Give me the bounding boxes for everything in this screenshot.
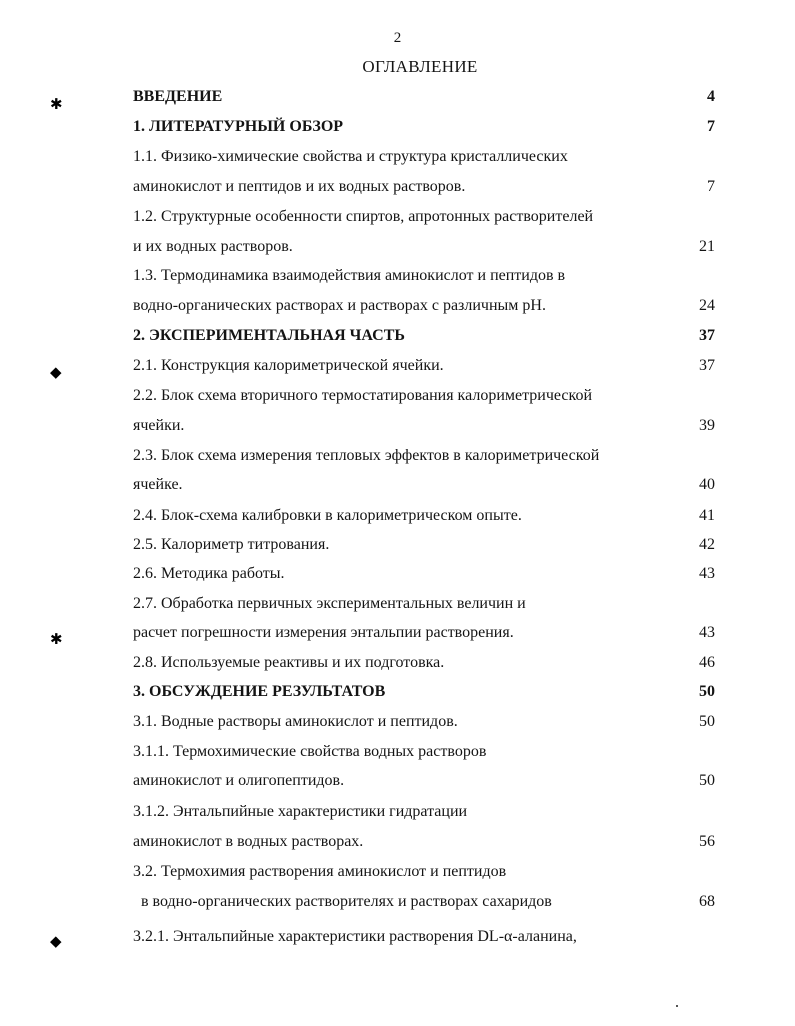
toc-entry-text: в водно-органических растворителях и растворах сахаридов bbox=[141, 893, 552, 910]
toc-entry-text: 2. ЭКСПЕРИМЕНТАЛЬНАЯ ЧАСТЬ bbox=[133, 327, 405, 344]
toc-entry-text: 1.1. Физико-химические свойства и структура кристаллических bbox=[133, 148, 568, 165]
toc-entry-page: 43 bbox=[699, 624, 715, 641]
toc-entry bbox=[0, 175, 795, 199]
page-number: 2 bbox=[393, 30, 402, 46]
toc-entry-text: 3.1.1. Термохимические свойства водных растворов bbox=[133, 743, 487, 760]
toc-entry bbox=[0, 533, 795, 557]
toc-entry bbox=[0, 354, 795, 378]
toc-entry-page: 68 bbox=[699, 893, 715, 910]
toc-entry-page: 7 bbox=[707, 178, 715, 195]
toc-entry bbox=[0, 890, 795, 914]
toc-entry bbox=[0, 740, 795, 764]
margin-mark-3: ✱ bbox=[50, 632, 63, 648]
toc-entry bbox=[0, 800, 795, 824]
toc-entry bbox=[0, 324, 795, 348]
toc-entry-text: и их водных растворов. bbox=[133, 238, 293, 255]
toc-entry-text: 2.8. Используемые реактивы и их подготовка. bbox=[133, 654, 445, 671]
toc-entry-page: 46 bbox=[699, 654, 715, 671]
toc-entry-page: 37 bbox=[699, 357, 715, 374]
toc-entry-page: 56 bbox=[699, 833, 715, 850]
toc-entry-text: аминокислот и пептидов и их водных растворов. bbox=[133, 178, 466, 195]
toc-entry-text: 1.3. Термодинамика взаимодействия аминокислот и пептидов в bbox=[133, 267, 566, 284]
toc-entry bbox=[0, 264, 795, 288]
toc-entry-text: 3.2. Термохимия растворения аминокислот и пептидов bbox=[133, 863, 507, 880]
toc-entry-text: аминокислот и олигопептидов. bbox=[133, 772, 345, 789]
toc-entry-text: расчет погрешности измерения энтальпии растворения. bbox=[133, 624, 514, 641]
toc-entry bbox=[0, 235, 795, 259]
toc-entry bbox=[0, 830, 795, 854]
toc-entry bbox=[0, 85, 795, 109]
toc-entry bbox=[0, 473, 795, 497]
toc-entry-text: ВВЕДЕНИЕ bbox=[133, 88, 223, 105]
toc-entry-text: 2.2. Блок схема вторичного термостатирования калориметрической bbox=[133, 387, 593, 404]
toc-entry-page: 50 bbox=[699, 683, 715, 700]
toc-entry bbox=[0, 145, 795, 169]
toc-entry bbox=[0, 710, 795, 734]
toc-entry-text: 2.7. Обработка первичных экспериментальных величин и bbox=[133, 595, 526, 612]
margin-mark-4: ◆ bbox=[50, 934, 62, 950]
toc-entry-page: 7 bbox=[707, 118, 715, 135]
toc-entry bbox=[0, 651, 795, 675]
scan-speck bbox=[676, 1005, 678, 1007]
toc-entry-page: 43 bbox=[699, 565, 715, 582]
toc-entry-page: 50 bbox=[699, 772, 715, 789]
margin-mark-2: ◆ bbox=[50, 365, 62, 381]
toc-entry-text: 2.4. Блок-схема калибровки в калориметрическом опыте. bbox=[133, 507, 522, 524]
toc-entry bbox=[0, 860, 795, 884]
toc-entry-page: 39 bbox=[699, 417, 715, 434]
toc-entry bbox=[0, 414, 795, 438]
toc-entry-text: ячейке. bbox=[133, 476, 183, 493]
toc-entry-page: 50 bbox=[699, 713, 715, 730]
toc-entry-text: 3.1.2. Энтальпийные характеристики гидратации bbox=[133, 803, 468, 820]
toc-entry-page: 24 bbox=[699, 297, 715, 314]
toc-entry-page: 42 bbox=[699, 536, 715, 553]
toc-entry bbox=[0, 562, 795, 586]
toc-entry bbox=[0, 621, 795, 645]
toc-entry-text: 3. ОБСУЖДЕНИЕ РЕЗУЛЬТАТОВ bbox=[133, 683, 386, 700]
toc-entry bbox=[0, 504, 795, 528]
toc-entry-page: 41 bbox=[699, 507, 715, 524]
toc-entry-page: 4 bbox=[707, 88, 715, 105]
toc-entry-text: 3.1. Водные растворы аминокислот и пептидов. bbox=[133, 713, 458, 730]
toc-entry-text: 3.2.1. Энтальпийные характеристики растворения DL-α-аланина, bbox=[133, 928, 577, 945]
toc-entry-text: 2.6. Методика работы. bbox=[133, 565, 285, 582]
toc-entry-page: 40 bbox=[699, 476, 715, 493]
toc-entry bbox=[0, 205, 795, 229]
toc-entry bbox=[0, 384, 795, 408]
toc-entry-text: водно-органических растворах и растворах с различным pH. bbox=[133, 297, 546, 314]
toc-entry bbox=[0, 925, 795, 949]
toc-entry bbox=[0, 294, 795, 318]
toc-entry-page: 21 bbox=[699, 238, 715, 255]
toc-entry-text: 2.3. Блок схема измерения тепловых эффектов в калориметрической bbox=[133, 447, 600, 464]
toc-entry-text: ячейки. bbox=[133, 417, 185, 434]
toc-entry bbox=[0, 115, 795, 139]
toc-entry-text: 2.5. Калориметр титрования. bbox=[133, 536, 330, 553]
toc-entry bbox=[0, 444, 795, 468]
toc-entry-page: 37 bbox=[699, 327, 715, 344]
toc-entry-text: 1. ЛИТЕРАТУРНЫЙ ОБЗОР bbox=[133, 118, 344, 135]
toc-entry bbox=[0, 769, 795, 793]
toc-entry-text: 1.2. Структурные особенности спиртов, апротонных растворителей bbox=[133, 208, 594, 225]
toc-title: ОГЛАВЛЕНИЕ bbox=[362, 57, 478, 76]
toc-entry bbox=[0, 592, 795, 616]
toc-entry bbox=[0, 680, 795, 704]
toc-entry-text: аминокислот в водных растворах. bbox=[133, 833, 364, 850]
toc-entry-text: 2.1. Конструкция калориметрической ячейки. bbox=[133, 357, 444, 374]
margin-mark-1: ✱ bbox=[50, 97, 63, 113]
